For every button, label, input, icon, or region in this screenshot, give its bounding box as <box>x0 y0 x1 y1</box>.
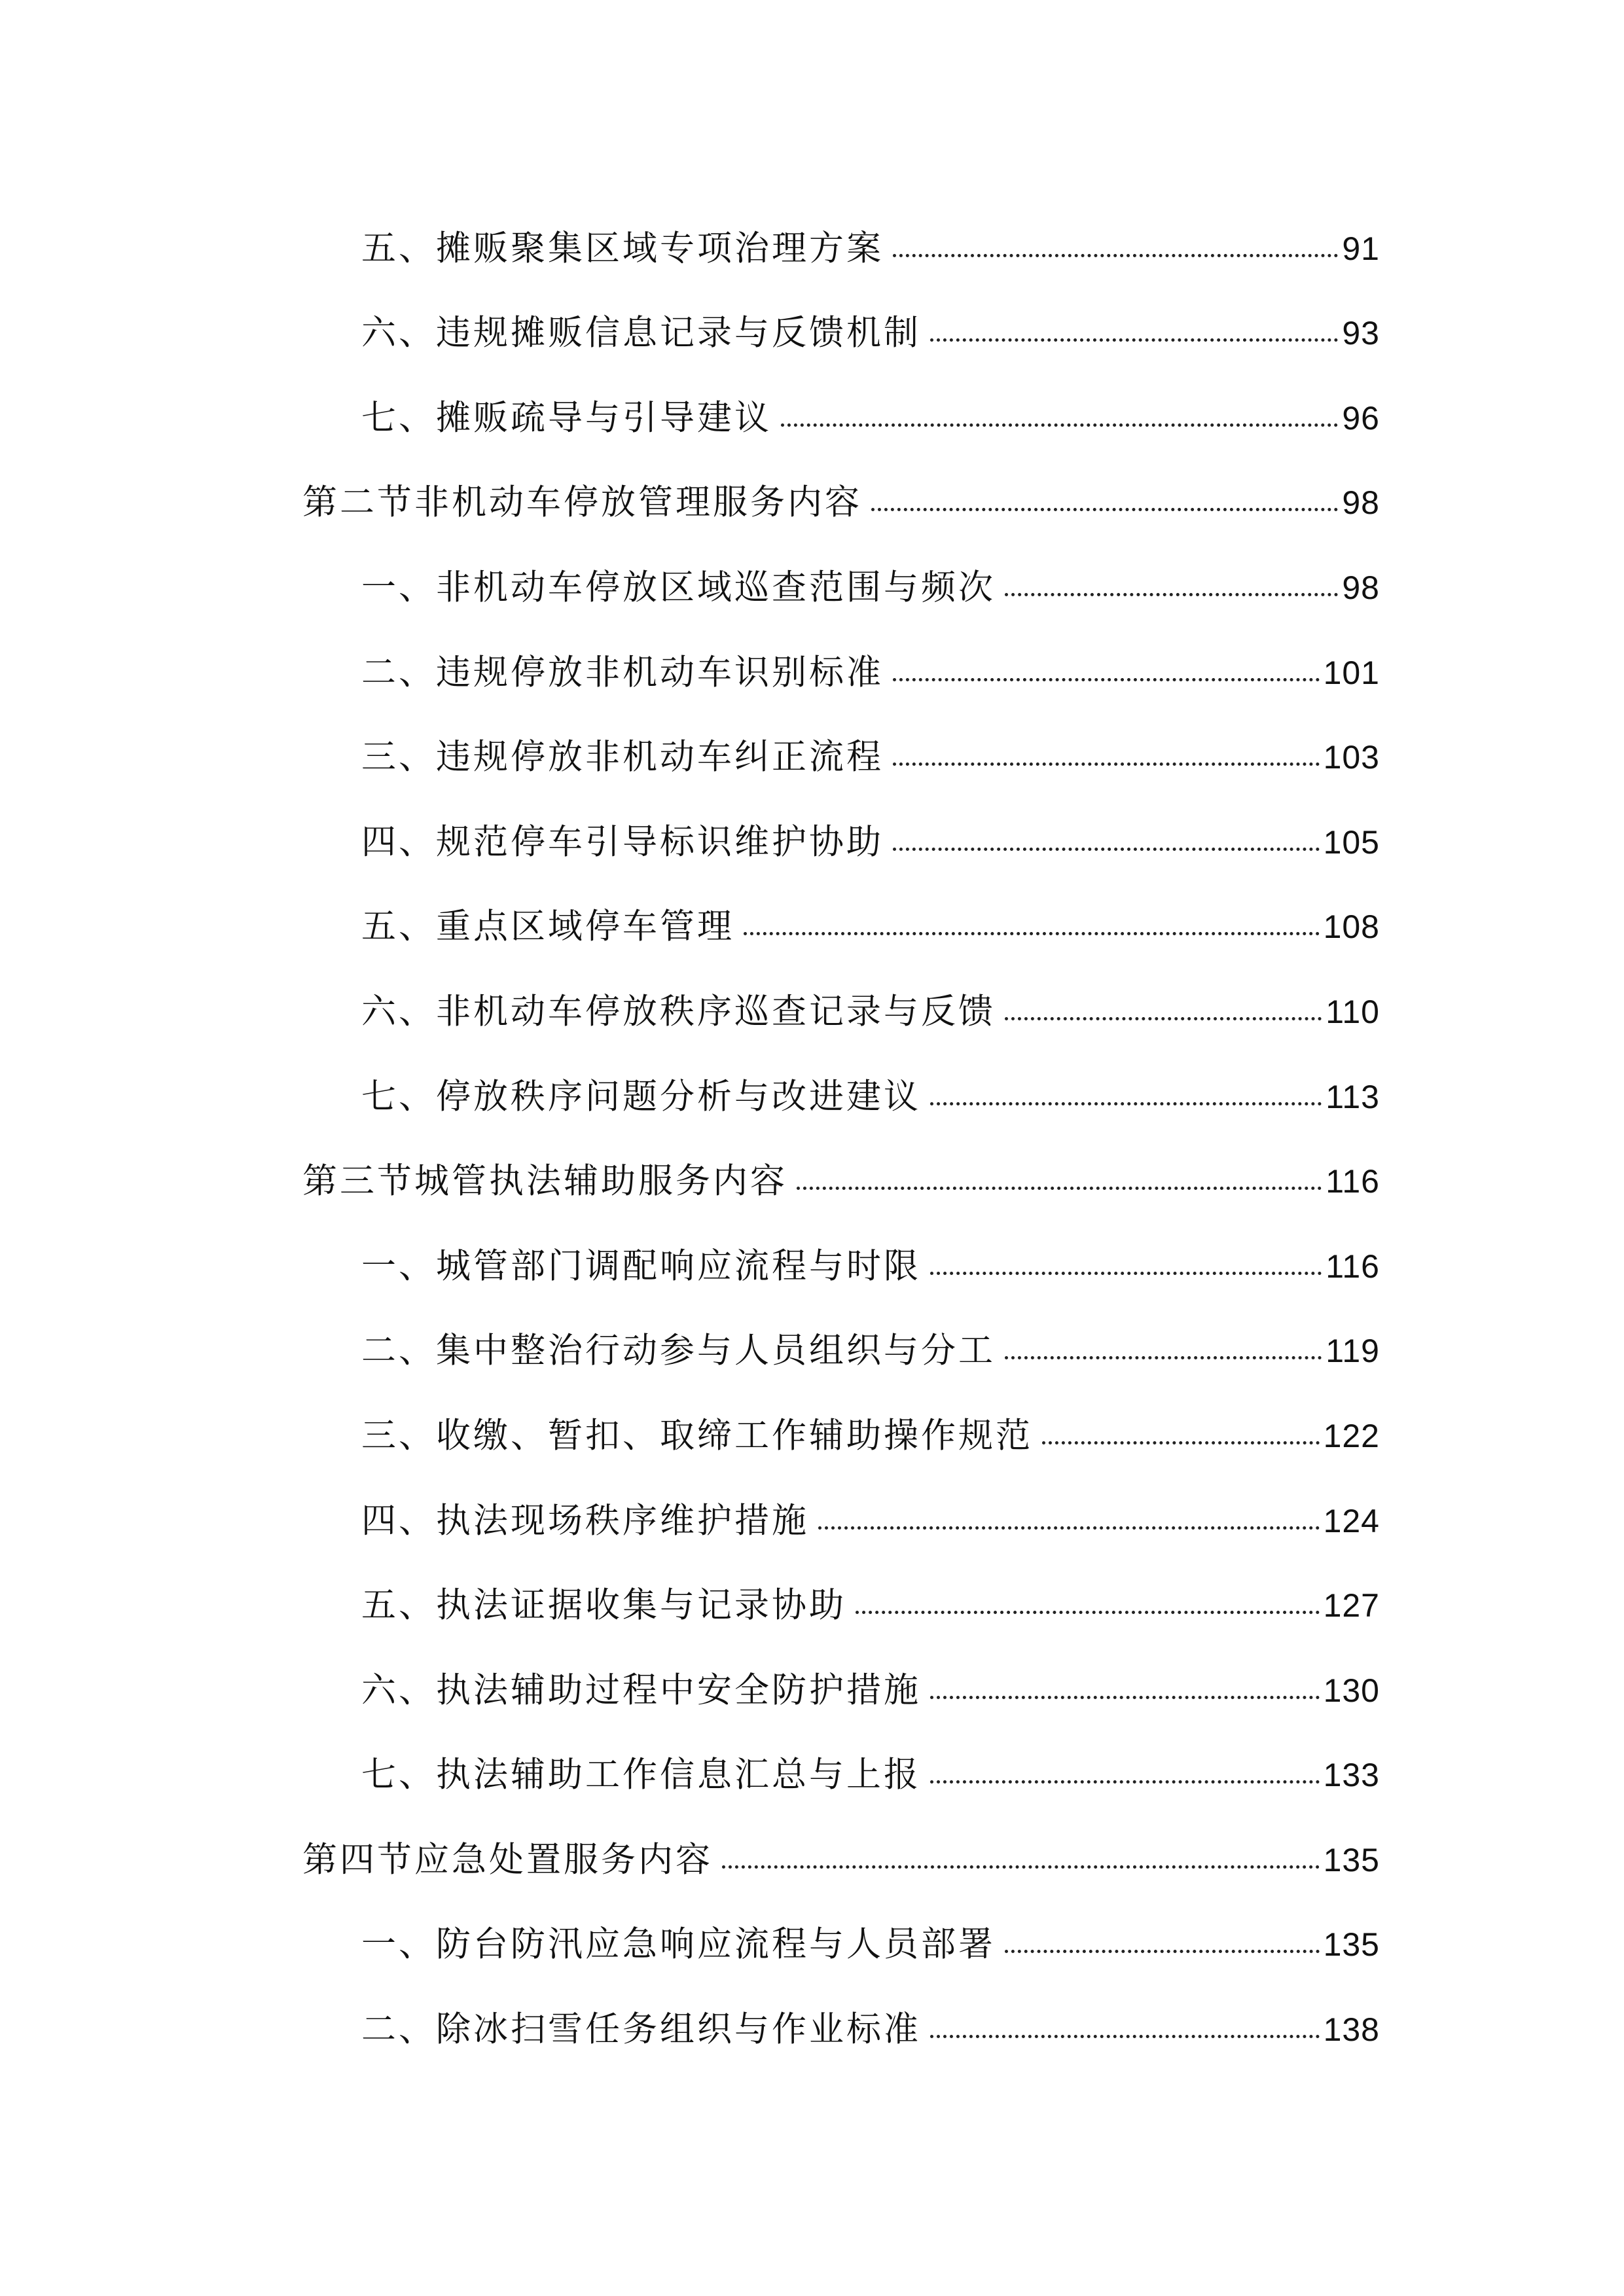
toc-entry-title: 第三节城管执法辅助服务内容 <box>302 1161 787 1202</box>
toc-entry-page-number: 135 <box>1323 1926 1380 1964</box>
dot-leader <box>1005 593 1338 596</box>
toc-entry-title: 七、摊贩疏导与引导建议 <box>361 397 772 438</box>
dot-leader <box>930 1780 1320 1784</box>
toc-entry-title: 六、执法辅助过程中安全防护措施 <box>361 1670 921 1710</box>
toc-entry-page-number: 110 <box>1326 993 1380 1030</box>
toc-entry-page-number: 105 <box>1323 823 1380 861</box>
toc-entry-title: 七、停放秩序问题分析与改进建议 <box>361 1076 921 1117</box>
dot-leader <box>1005 1950 1320 1953</box>
table-of-contents <box>302 207 1380 2073</box>
toc-entry[interactable] <box>302 1565 1380 1650</box>
toc-entry-page-number: 119 <box>1326 1333 1380 1370</box>
toc-entry-title: 三、收缴、暂扣、取缔工作辅助操作规范 <box>361 1415 1033 1456</box>
dot-leader <box>856 1611 1320 1614</box>
dot-leader <box>893 678 1320 681</box>
toc-entry-page-number: 135 <box>1323 1841 1380 1878</box>
dot-leader <box>930 1696 1320 1699</box>
toc-entry-title: 一、城管部门调配响应流程与时限 <box>361 1246 921 1286</box>
toc-entry-page-number: 98 <box>1342 569 1380 606</box>
dot-leader <box>797 1187 1322 1190</box>
toc-entry-title: 三、违规停放非机动车纠正流程 <box>361 737 884 778</box>
dot-leader <box>1005 1017 1322 1020</box>
toc-entry-page-number: 103 <box>1323 739 1380 776</box>
toc-section-entry[interactable] <box>302 1819 1380 1904</box>
toc-entry-page-number: 91 <box>1342 230 1380 267</box>
toc-entry-page-number: 113 <box>1326 1078 1380 1115</box>
toc-section-entry[interactable] <box>302 1141 1380 1226</box>
toc-entry-title: 六、违规摊贩信息记录与反馈机制 <box>361 313 921 353</box>
toc-entry-page-number: 116 <box>1326 1247 1380 1285</box>
toc-entry[interactable] <box>302 632 1380 717</box>
toc-entry-title: 第四节应急处置服务内容 <box>302 1839 713 1880</box>
toc-entry[interactable] <box>302 207 1380 293</box>
dot-leader <box>722 1865 1320 1869</box>
toc-entry[interactable] <box>302 1225 1380 1310</box>
toc-entry-title: 五、重点区域停车管理 <box>361 906 734 947</box>
toc-entry-title: 一、非机动车停放区域巡查范围与频次 <box>361 567 996 607</box>
toc-entry-page-number: 124 <box>1323 1502 1380 1539</box>
toc-entry-page-number: 133 <box>1323 1757 1380 1794</box>
toc-entry[interactable] <box>302 1904 1380 1989</box>
toc-entry[interactable] <box>302 1480 1380 1565</box>
toc-entry[interactable] <box>302 1988 1380 2073</box>
toc-entry-page-number: 138 <box>1323 2011 1380 2049</box>
toc-entry[interactable] <box>302 1734 1380 1820</box>
toc-entry-title: 五、执法证据收集与记录协助 <box>361 1585 846 1626</box>
toc-entry-title: 一、防台防汛应急响应流程与人员部署 <box>361 1924 996 1965</box>
toc-entry[interactable] <box>302 1395 1380 1480</box>
toc-entry[interactable] <box>302 717 1380 802</box>
dot-leader <box>930 1272 1322 1275</box>
toc-entry-page-number: 127 <box>1323 1587 1380 1624</box>
toc-entry-title: 二、违规停放非机动车识别标准 <box>361 652 884 692</box>
toc-entry-page-number: 93 <box>1342 315 1380 352</box>
dot-leader <box>930 2035 1320 2038</box>
dot-leader <box>1042 1441 1320 1444</box>
toc-entry[interactable] <box>302 377 1380 462</box>
toc-entry-page-number: 130 <box>1323 1672 1380 1709</box>
toc-entry-title: 六、非机动车停放秩序巡查记录与反馈 <box>361 991 996 1031</box>
dot-leader <box>893 254 1338 257</box>
dot-leader <box>781 423 1338 427</box>
toc-entry-page-number: 108 <box>1323 908 1380 946</box>
dot-leader <box>930 338 1338 342</box>
dot-leader <box>818 1526 1320 1530</box>
toc-entry[interactable] <box>302 886 1380 971</box>
toc-entry-title: 四、规范停车引导标识维护协助 <box>361 821 884 862</box>
toc-entry[interactable] <box>302 293 1380 378</box>
toc-entry-page-number: 96 <box>1342 399 1380 437</box>
toc-entry-title: 第二节非机动车停放管理服务内容 <box>302 482 862 523</box>
toc-entry[interactable] <box>302 971 1380 1056</box>
toc-entry-page-number: 116 <box>1326 1163 1380 1200</box>
toc-entry-title: 七、执法辅助工作信息汇总与上报 <box>361 1755 921 1795</box>
dot-leader <box>744 932 1320 935</box>
dot-leader <box>1005 1356 1322 1359</box>
dot-leader <box>930 1102 1322 1105</box>
toc-entry[interactable] <box>302 801 1380 886</box>
toc-entry-title: 四、执法现场秩序维护措施 <box>361 1500 809 1541</box>
toc-entry-title: 二、除冰扫雪任务组织与作业标准 <box>361 2009 921 2050</box>
toc-entry[interactable] <box>302 547 1380 632</box>
dot-leader <box>893 762 1320 766</box>
toc-entry-page-number: 122 <box>1323 1417 1380 1454</box>
toc-section-entry[interactable] <box>302 462 1380 547</box>
dot-leader <box>893 848 1320 851</box>
toc-entry-title: 二、集中整治行动参与人员组织与分工 <box>361 1331 996 1371</box>
toc-entry-page-number: 101 <box>1323 654 1380 691</box>
toc-entry-page-number: 98 <box>1342 484 1380 522</box>
dot-leader <box>871 508 1338 511</box>
toc-entry[interactable] <box>302 1649 1380 1734</box>
toc-entry-title: 五、摊贩聚集区域专项治理方案 <box>361 228 884 268</box>
toc-entry[interactable] <box>302 1056 1380 1141</box>
toc-entry[interactable] <box>302 1310 1380 1395</box>
